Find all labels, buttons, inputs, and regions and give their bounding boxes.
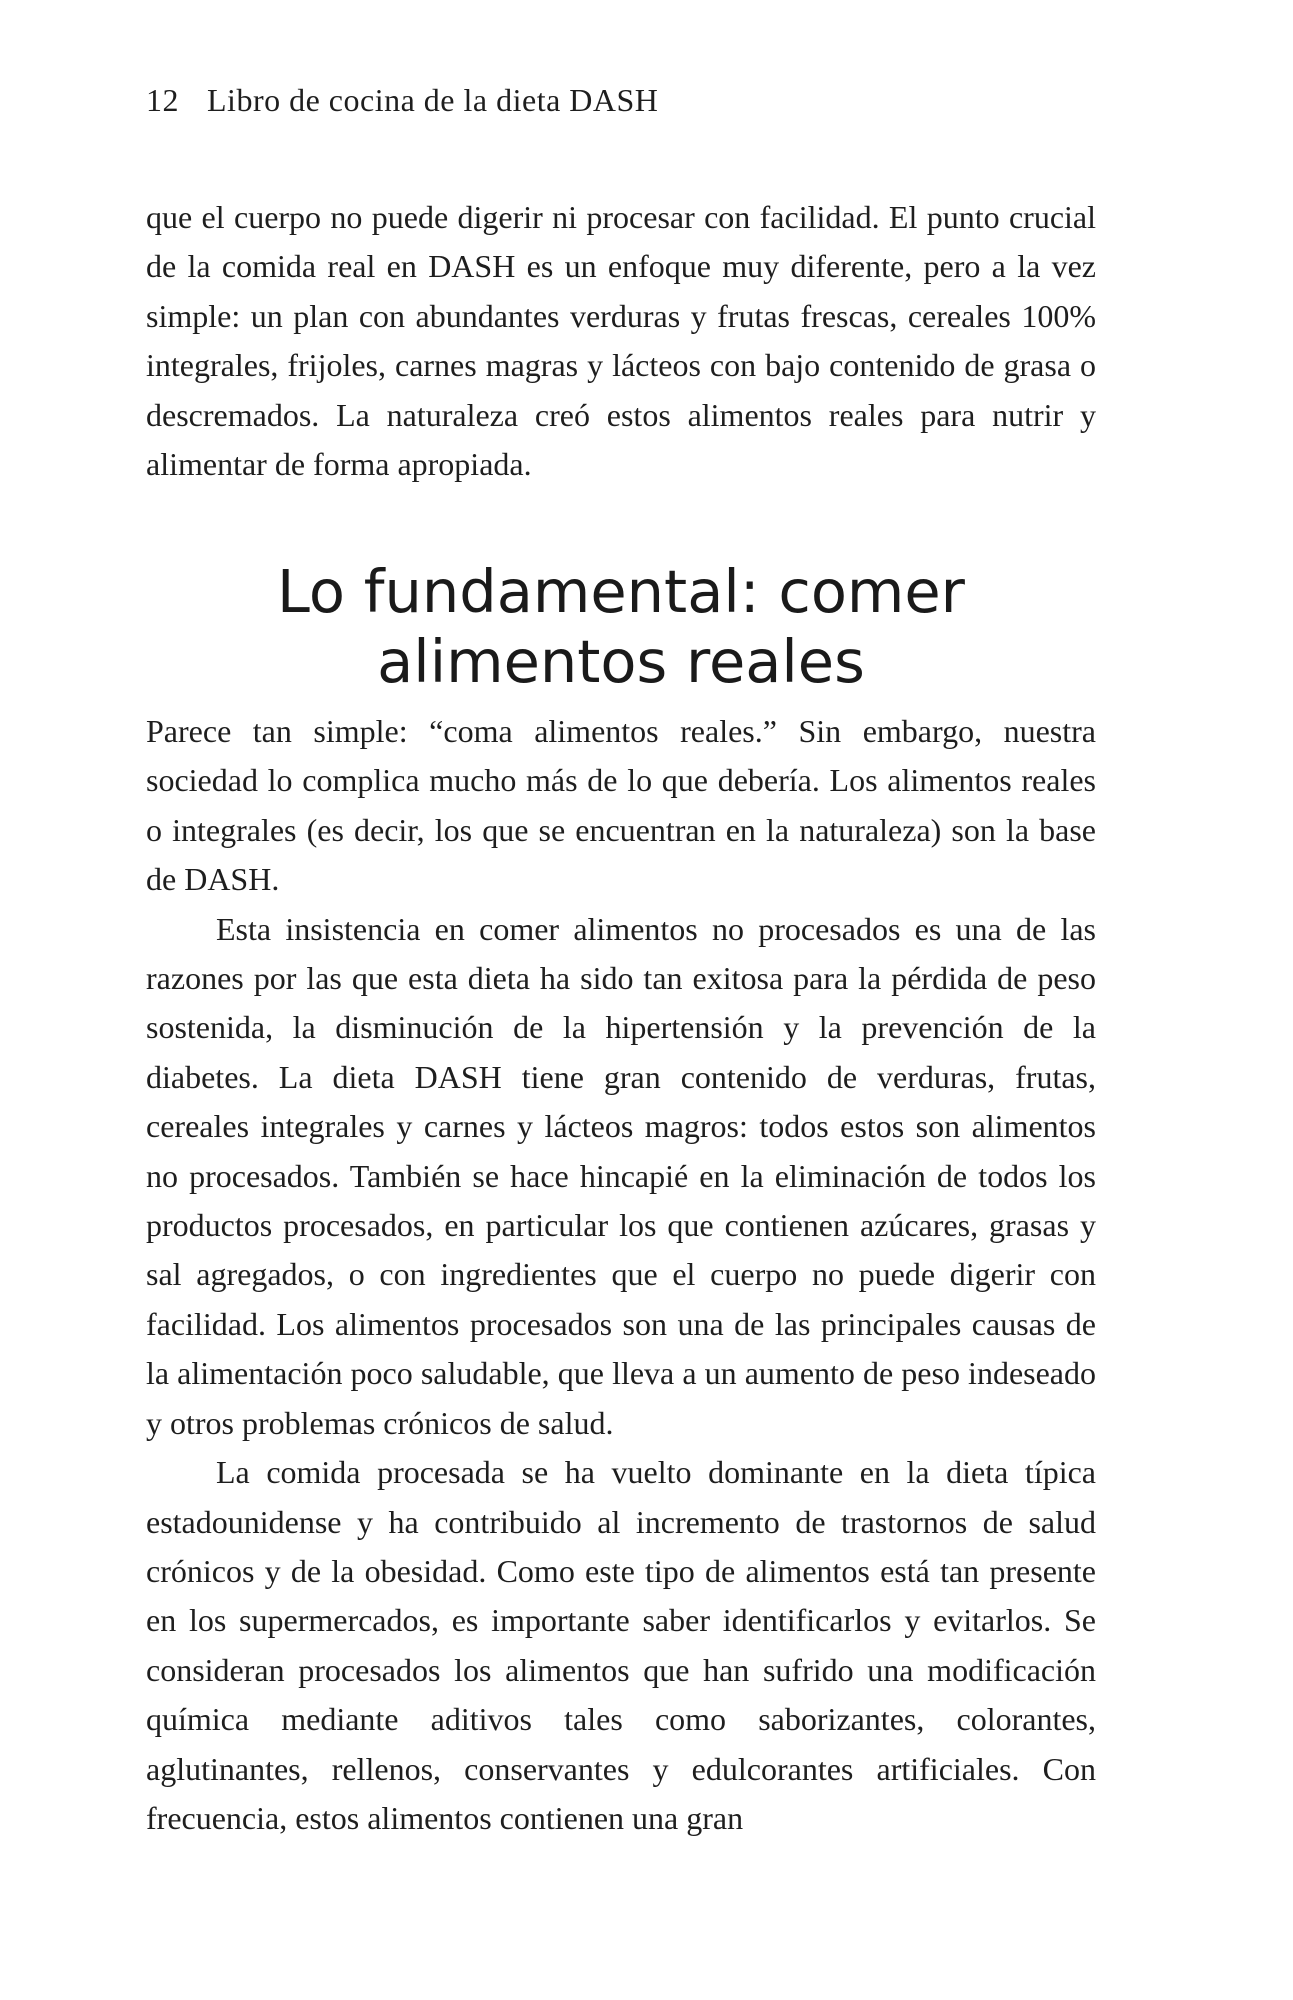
section-heading-line: alimentos reales [377, 627, 865, 696]
section-heading-line: Lo fundamental: comer [277, 557, 965, 626]
book-title: Libro de cocina de la dieta DASH [207, 82, 659, 118]
section-body [146, 707, 1096, 1843]
continued-text [146, 193, 1096, 489]
paragraph: Parece tan simple: “coma alimentos reales.” Sin embargo, nuestra sociedad lo complica mucho más de lo que debería. Los alimentos reales o integrales (es decir, los que se encuentran en la naturaleza) son la base de DASH. [146, 713, 1096, 898]
paragraph: La comida procesada se ha vuelto dominante en la dieta típica estadounidense y ha contribuido al incremento de trastornos de salud crónicos y de la obesidad. Como este tipo de alimentos está tan presente en los supermercados, es importante saber identificarlos y evitarlos. Se consideran procesados los alimentos que han sufrido una modificación química mediante aditivos tales como saborizantes, colorantes, aglutinantes, rellenos, conservantes y edulcorantes artificiales. Con frecuencia, estos alimentos contienen una gran [146, 1454, 1096, 1836]
running-head [146, 82, 658, 119]
section-heading [146, 557, 1096, 697]
paragraph: Esta insistencia en comer alimentos no procesados es una de las razones por las que esta dieta ha sido tan exitosa para la pérdida de peso sostenida, la disminución de la hipertensión y la prevención de la diabetes. La dieta DASH tiene gran contenido de verduras, frutas, cereales integrales y carnes y lácteos magros: todos estos son alimentos no procesados. También se hace hincapié en la eliminación de todos los productos procesados, en particular los que contienen azúcares, grasas y sal agregados, o con ingredientes que el cuerpo no puede digerir con facilidad. Los alimentos procesados son una de las principales causas de la alimentación poco saludable, que lleva a un aumento de peso indeseado y otros problemas crónicos de salud. [146, 910, 1096, 1441]
page-number: 12 [146, 82, 179, 118]
paragraph: que el cuerpo no puede digerir ni procesar con facilidad. El punto crucial de la comida real en DASH es un enfoque muy diferente, pero a la vez simple: un plan con abundantes verduras y frutas frescas, cereales 100% integrales, frijoles, carnes magras y lácteos con bajo contenido de grasa o descremados. La naturaleza creó estos alimentos reales para nutrir y alimentar de forma apropiada. [146, 199, 1096, 483]
